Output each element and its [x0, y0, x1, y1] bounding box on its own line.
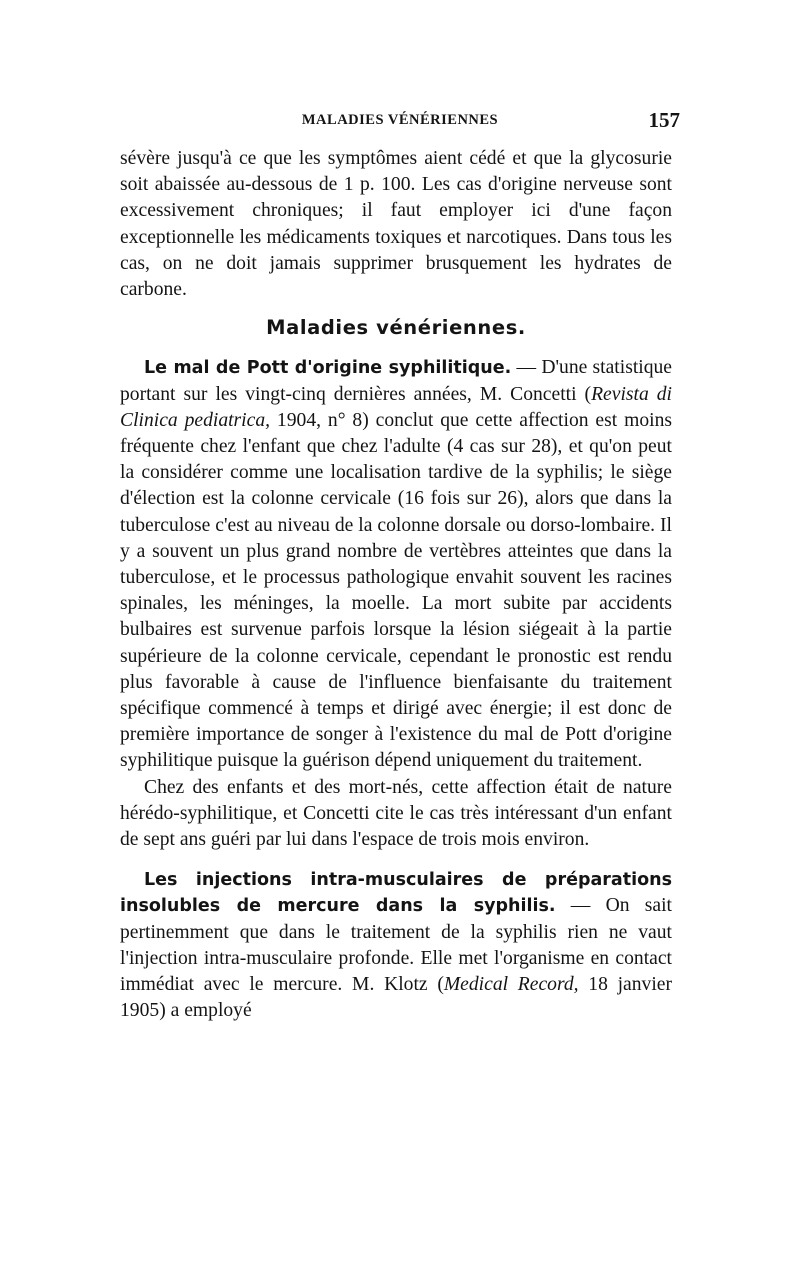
- article-pott-paragraph-2: Chez des enfants et des mort-nés, cette affection était de nature hérédo-syphilitique, et Concetti cite le cas très intéressant d'un enfant de sept ans guéri par lui dans l'espace de trois mois environ.: [120, 776, 672, 851]
- intro-paragraph: sévère jusqu'à ce que les symptômes aient cédé et que la glycosurie soit abaissée au-dessous de 1 p. 100. Les cas d'origine nerveuse sont excessivement chroniques; il faut employer ici d'une façon exceptionnelle les médicaments toxiques et narcotiques. Dans tous les cas, on ne doit jamais supprimer brusquement les hydrates de carbone.: [120, 148, 672, 301]
- article-mercure-source: Medical Record,: [443, 974, 579, 996]
- article-pott-heading: Le mal de Pott d'origine syphilitique.: [144, 358, 512, 379]
- page-body: [120, 146, 672, 1025]
- page-header: [120, 108, 680, 146]
- article-pott-paragraph: [120, 355, 672, 774]
- article-pott-source: Revista di Clinica pediatrica,: [120, 383, 672, 431]
- article-pott-text-rest: 1904, n° 8) conclut que cette affection est moins fréquente chez l'enfant que chez l'adulte (4 cas sur 28), et qu'on peut la considérer comme une localisation tardive de la syphilis; le siège d'élection est la colonne cervicale (16 fois sur 26), alors que dans la tuberculose c'est au niveau de la colonne dorsale ou dorso-lombaire. Il y a souvent un plus grand nombre de vertèbres atteintes que dans la tuberculose, et le processus pathologique envahit souvent les racines spinales, les méninges, la moelle. La mort subite par accidents bulbaires est survenue parfois lorsque la lésion siégeait à la partie supérieure de la colonne cervicale, cependant le pronostic est rendu plus favorable à cause de l'influence bienfaisante du traitement spécifique commencé à temps et dirigé avec énergie; il est donc de première importance de songer à l'existence du mal de Pott d'origine syphilitique puisque la guérison dépend uniquement du traitement.: [120, 409, 672, 772]
- article-mercure-text-start: — On sait pertinemment que dans le traitement de la syphilis rien ne vaut l'injection intra-musculaire profonde. Elle met l'organisme en contact immédiat avec le mercure. M. Klotz (: [120, 895, 672, 996]
- article-pott-text-start: — D'une statistique portant sur les vingt-cinq dernières années, M. Concetti (: [120, 357, 673, 405]
- paragraph-gap: [120, 853, 672, 867]
- page-number: 157: [648, 108, 680, 132]
- article-mercure-paragraph: [120, 867, 672, 1024]
- running-title: MALADIES VÉNÉRIENNES: [301, 112, 499, 128]
- article-mercure-text-rest: 18 janvier 1905) a employé: [120, 974, 672, 1022]
- section-heading: Maladies vénériennes.: [266, 316, 526, 340]
- article-mercure-heading: Les injections intra-musculaires de préparations insolubles de mercure dans la syphilis.: [120, 870, 672, 917]
